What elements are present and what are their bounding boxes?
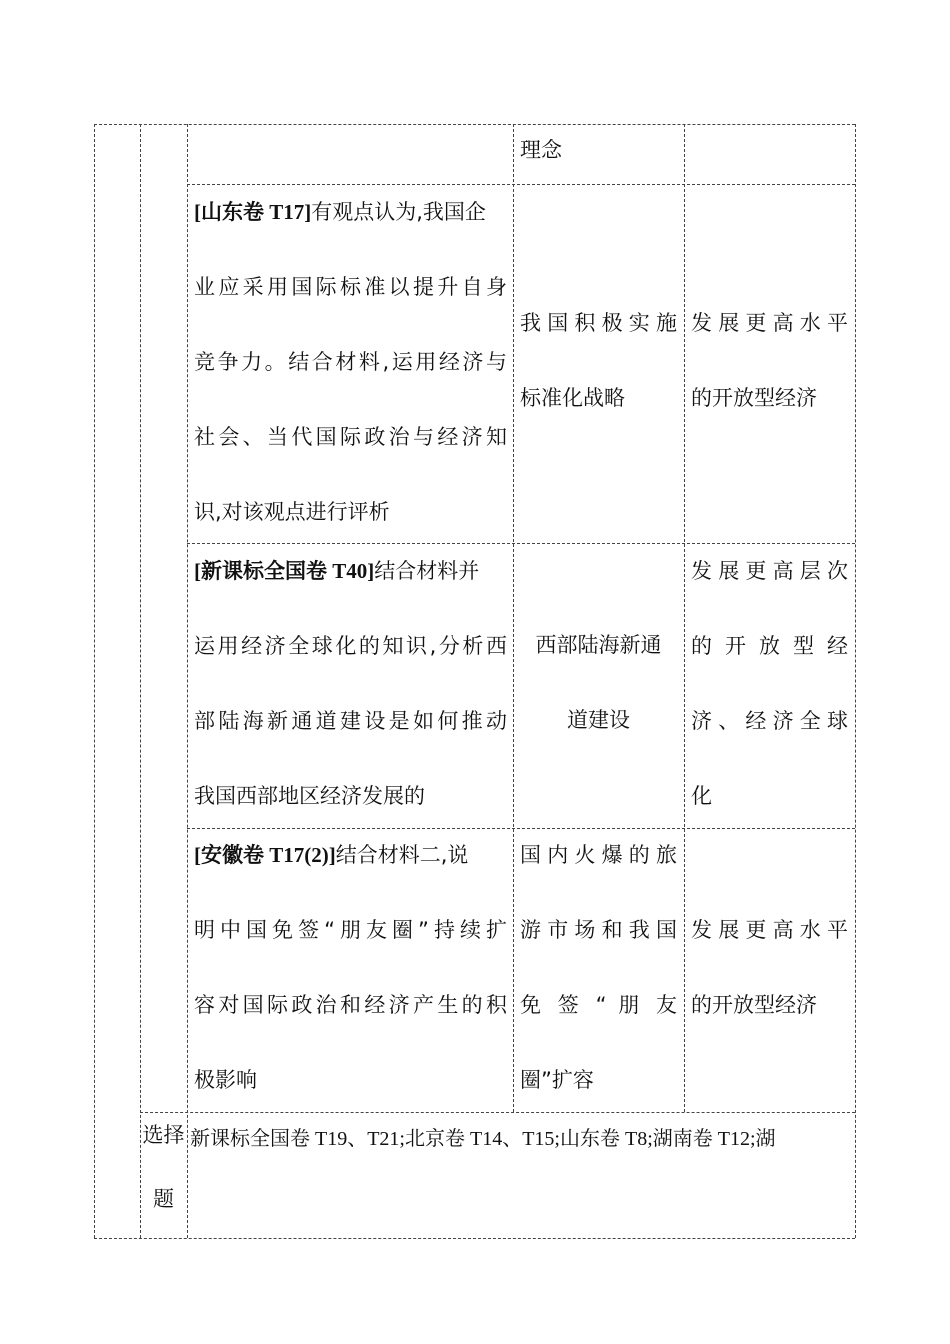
question-line: [新课标全国卷 T40]结合材料并: [194, 559, 480, 583]
question-type-cell: [140, 1103, 187, 1231]
point-line: 发展更高水平: [691, 918, 848, 942]
theme-cell: [520, 608, 677, 758]
exam-source: [新课标全国卷 T40]: [194, 559, 375, 583]
theme-text: 理念: [520, 138, 562, 162]
question-cell: [194, 534, 507, 834]
question-line: 明中国免签“朋友圈”持续扩: [194, 918, 507, 942]
exam-source: [山东卷 T17]: [194, 200, 312, 224]
question-type-line: 题: [153, 1187, 174, 1211]
point-cell: [691, 893, 848, 1043]
grid-line: [140, 124, 141, 1238]
point-cell: [691, 286, 848, 436]
exam-source: [安徽卷 T17(2)]: [194, 843, 336, 867]
grid-line: [684, 124, 685, 1112]
grid-line: [94, 124, 855, 125]
question-line: 极影响: [194, 1068, 257, 1092]
point-line: 化: [691, 784, 712, 808]
point-line: 发展更高水平: [691, 311, 848, 335]
grid-line: [94, 124, 95, 1238]
point-line: 济、经济全球: [691, 709, 848, 733]
question-line: 容对国际政治和经济产生的积: [194, 993, 507, 1017]
question-line: 竞争力。结合材料,运用经济与: [194, 350, 507, 374]
question-line: [安徽卷 T17(2)]结合材料二,说: [194, 843, 469, 867]
theme-line: 西部陆海新通: [535, 633, 662, 657]
question-line: [山东卷 T17]有观点认为,我国企: [194, 200, 486, 224]
theme-line: 标准化战略: [520, 386, 625, 410]
choice-question-list: 新课标全国卷 T19、T21;北京卷 T14、T15;山东卷 T8;湖南卷 T12;湖: [190, 1128, 776, 1150]
question-cell: [194, 175, 507, 550]
grid-line: [513, 124, 514, 1112]
point-line: 发展更高层次: [691, 559, 848, 583]
point-line: 的 开 放 型 经: [691, 634, 848, 658]
question-line: 业应采用国际标准以提升自身: [194, 275, 507, 299]
question-line: 部陆海新通道建设是如何推动: [194, 709, 507, 733]
point-line: 的开放型经济: [691, 386, 817, 410]
theme-line: 游市场和我国: [520, 918, 677, 942]
question-line: 社会、当代国际政治与经济知: [194, 425, 507, 449]
question-line: 识,对该观点进行评析: [194, 500, 390, 524]
point-line: 的开放型经济: [691, 993, 817, 1017]
grid-line: [187, 124, 188, 1238]
theme-line: 我国积极实施: [520, 311, 677, 335]
grid-line: [94, 1238, 855, 1239]
question-line: 运用经济全球化的知识,分析西: [194, 634, 507, 658]
theme-line: 免 签 “ 朋 友: [520, 993, 677, 1017]
question-type-line: 选择: [142, 1123, 185, 1147]
point-cell: [691, 534, 848, 834]
theme-cell: [520, 286, 677, 436]
theme-line: 国内火爆的旅: [520, 843, 677, 867]
grid-line: [855, 124, 856, 1238]
theme-line: 圈”扩容: [520, 1068, 594, 1092]
theme-cell: [520, 818, 677, 1118]
question-line: 我国西部地区经济发展的: [194, 784, 425, 808]
theme-line: 道建设: [567, 708, 630, 732]
question-cell: [194, 818, 507, 1118]
theme-cell: [520, 113, 677, 188]
choice-question-cell: [190, 1107, 854, 1171]
